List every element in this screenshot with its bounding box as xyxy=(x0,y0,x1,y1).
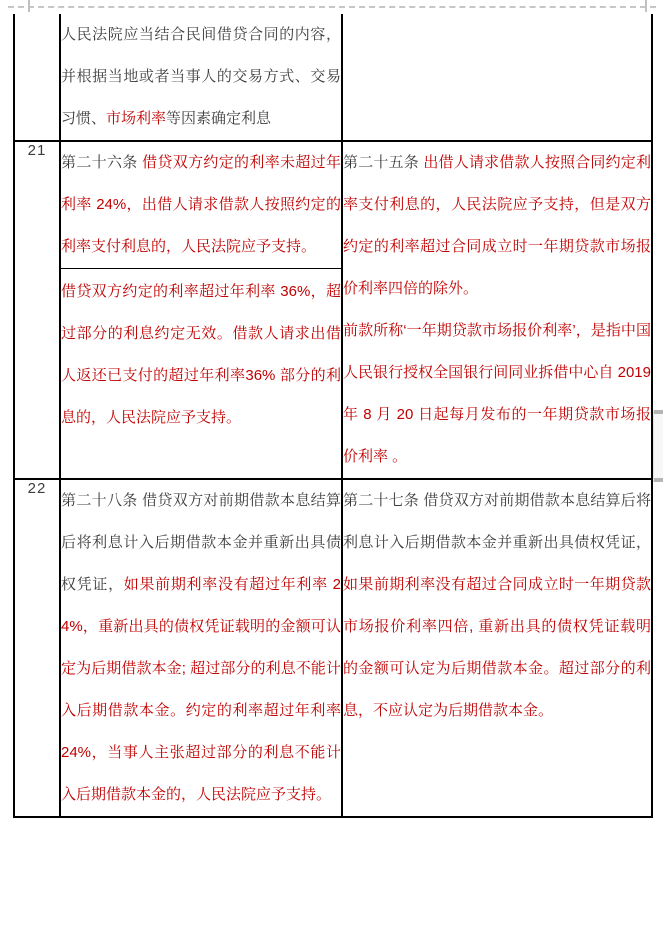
table-body xyxy=(14,14,652,817)
paragraph-red-part: 借贷双方约定的利率超过年利率 36%，超过部分的利息约定无效。借款人请求出借人返还已支付的超过年利率36% 部分的利息的，人民法院应予支持。 xyxy=(61,283,341,426)
paragraph xyxy=(61,480,341,816)
page-margin-tick-left xyxy=(28,0,30,12)
paragraph xyxy=(61,142,341,268)
page-boundary-guide xyxy=(0,0,664,14)
table-row[interactable] xyxy=(14,141,652,479)
comparison-table xyxy=(13,14,653,818)
row-number-cell xyxy=(14,479,60,817)
scrollbar-thumb-top-cap[interactable] xyxy=(654,410,663,414)
old-rule-cell[interactable] xyxy=(342,141,652,479)
paragraph-black-part: 人民法院应当结合民间借贷合同的内容，并根据当地或者当事人的交易方式、交易习惯、 xyxy=(61,26,341,127)
row-number: 21 xyxy=(27,142,47,159)
paragraph-black-part: 第二十八条 借贷双方对前期借款本息结算后将利息计入后期借款本金并重新出具债权凭证， xyxy=(61,492,341,593)
old-rule-cell[interactable] xyxy=(342,14,652,141)
paragraph-red-part: 借贷双方约定的利率未超过年利率 24%，出借人请求借款人按照约定的利率支付利息的，人民法院应予支持。 xyxy=(61,154,341,255)
paragraph-red-part: 如果前期利率没有超过合同成立时一年期贷款市场报价利率四倍, 重新出具的债权凭证载明的金额可认定为后期借款本金。超过部分的利息，不应认定为后期借款本金。 xyxy=(343,576,651,719)
page-margin-tick-right xyxy=(645,0,647,12)
row-number: 22 xyxy=(27,480,47,497)
paragraph-black-part: 第二十七条 借贷双方对前期借款本息结算后将利息计入后期借款本金并重新出具债权凭证， xyxy=(343,492,651,551)
paragraph-black-part: 第二十五条 xyxy=(343,154,424,171)
table-row[interactable] xyxy=(14,479,652,817)
scrollbar-thumb-bottom-cap[interactable] xyxy=(654,478,663,482)
mini-scrollbar[interactable] xyxy=(653,410,663,482)
paragraph-red-part: 前款所称‘一年期贷款市场报价利率’，是指中国人民银行授权全国银行间同业拆借中心自 2019年 8 月 20 日起每月发布的一年期贷款市场报价利率 。 xyxy=(343,322,651,465)
new-rule-cell[interactable] xyxy=(60,479,342,817)
row-number-cell xyxy=(14,14,60,141)
paragraph xyxy=(61,14,341,140)
paragraph-red-part: 市场利率 xyxy=(106,110,167,127)
document-body xyxy=(13,14,651,818)
table-row[interactable] xyxy=(14,14,652,141)
paragraph-red-part: 出借人请求借款人按照合同约定利率支付利息的，人民法院应予支持，但是双方约定的利率超过合同成立时一年期贷款市场报价利率四倍的除外。 xyxy=(343,154,651,297)
paragraph-black-tail: 等因素确定利息 xyxy=(166,110,272,127)
new-rule-cell[interactable] xyxy=(60,141,342,479)
paragraph xyxy=(343,310,651,478)
paragraph-red-part: 如果前期利率没有超过年利率 24%，重新出具的债权凭证载明的金额可认定为后期借款本金; 超过部分的利息不能计入后期借款本金。约定的利率超过年利率 24%，当事人主张超过部分的利息不能计入后期借款本金的，人民法院应予支持。 xyxy=(61,576,341,803)
new-rule-cell[interactable] xyxy=(60,14,342,141)
old-rule-cell[interactable] xyxy=(342,479,652,817)
paragraph-black-part: 第二十六条 xyxy=(61,154,143,171)
row-number-cell xyxy=(14,141,60,479)
paragraph xyxy=(343,480,651,732)
page-boundary-dashed-line xyxy=(8,6,656,8)
paragraph xyxy=(61,268,341,439)
paragraph xyxy=(343,142,651,310)
